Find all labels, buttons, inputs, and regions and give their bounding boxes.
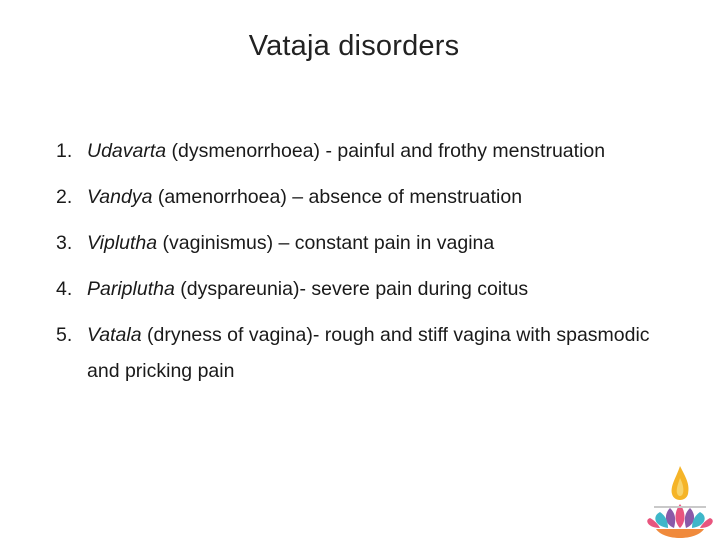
item-number: 2. xyxy=(56,186,73,208)
item-number: 3. xyxy=(56,232,73,254)
item-term: Vatala xyxy=(87,324,142,346)
disorder-list xyxy=(56,133,656,399)
item-term: Pariplutha xyxy=(87,278,175,300)
item-term: Udavarta xyxy=(87,140,167,162)
logo-graphic xyxy=(640,462,720,540)
item-number: 1. xyxy=(56,140,73,162)
item-term: Vandya xyxy=(87,186,153,208)
list-item xyxy=(56,317,656,389)
item-description: (dyspareunia)- severe pain during coitus xyxy=(174,278,529,300)
small-caption xyxy=(654,506,706,508)
item-number: 5. xyxy=(56,324,73,346)
list-item xyxy=(56,179,656,215)
item-description: (dryness of vagina)- rough and stiff vagina with spasmodic and pricking pain xyxy=(87,324,650,382)
item-term: Viplutha xyxy=(87,232,158,254)
item-description: (dysmenorrhoea) - painful and frothy menstruation xyxy=(166,140,606,162)
list-item xyxy=(56,225,656,261)
lamp-flame-lotus-logo xyxy=(640,462,720,540)
list-item xyxy=(56,271,656,307)
slide-title: Vataja disorders xyxy=(248,30,460,62)
item-description: (vaginismus) – constant pain in vagina xyxy=(157,232,495,254)
lamp-base xyxy=(656,529,704,538)
item-number: 4. xyxy=(56,278,73,300)
list-item xyxy=(56,133,656,169)
item-description: (amenorrhoea) – absence of menstruation xyxy=(152,186,523,208)
